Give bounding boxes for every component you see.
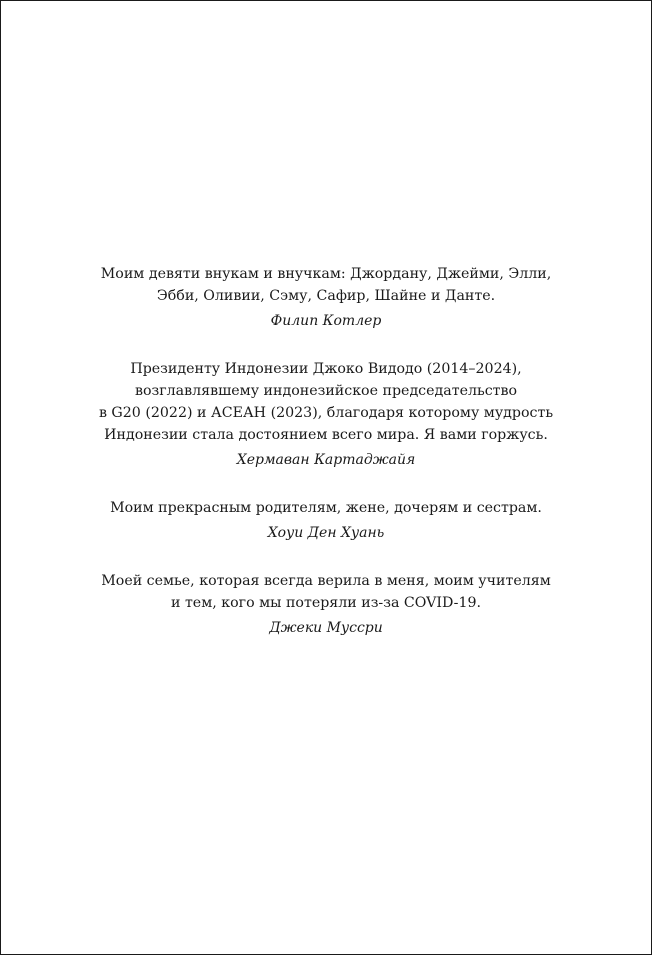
dedication-text-line: в G20 (2022) и АСЕАН (2023), благодаря которому мудрость [98, 405, 554, 421]
dedication-author: Хермаван Картаджайя [236, 452, 416, 468]
dedication-text-line: возглавлявшему индонезийское председательство [134, 383, 518, 399]
dedication-text-line: Моей семье, которая всегда верила в меня, моим учителям [101, 573, 551, 589]
dedication-text-line: Моим прекрасным родителям, жене, дочерям и сестрам. [110, 500, 542, 516]
dedication-text-line: Эбби, Оливии, Сэму, Сафир, Шайне и Данте. [156, 288, 496, 304]
dedication-text-line: Индонезии стала достоянием всего мира. Я вами горжусь. [104, 427, 548, 443]
dedication-kotler [1, 263, 651, 332]
dedication-author: Филип Котлер [270, 313, 382, 329]
dedication-mussry [1, 570, 651, 639]
dedication-author: Хоуи Ден Хуань [267, 525, 385, 541]
dedications-block [1, 263, 651, 665]
dedication-text-line: Моим девяти внукам и внучкам: Джордану, Джейми, Элли, [100, 266, 552, 282]
dedication-text-line: и тем, кого мы потеряли из-за COVID-19. [170, 595, 482, 611]
dedication-kartajaya [1, 358, 651, 471]
dedication-text-line: Президенту Индонезии Джоко Видодо (2014–2024), [130, 361, 522, 377]
dedication-huan [1, 497, 651, 544]
dedication-author: Джеки Муссри [269, 620, 383, 636]
